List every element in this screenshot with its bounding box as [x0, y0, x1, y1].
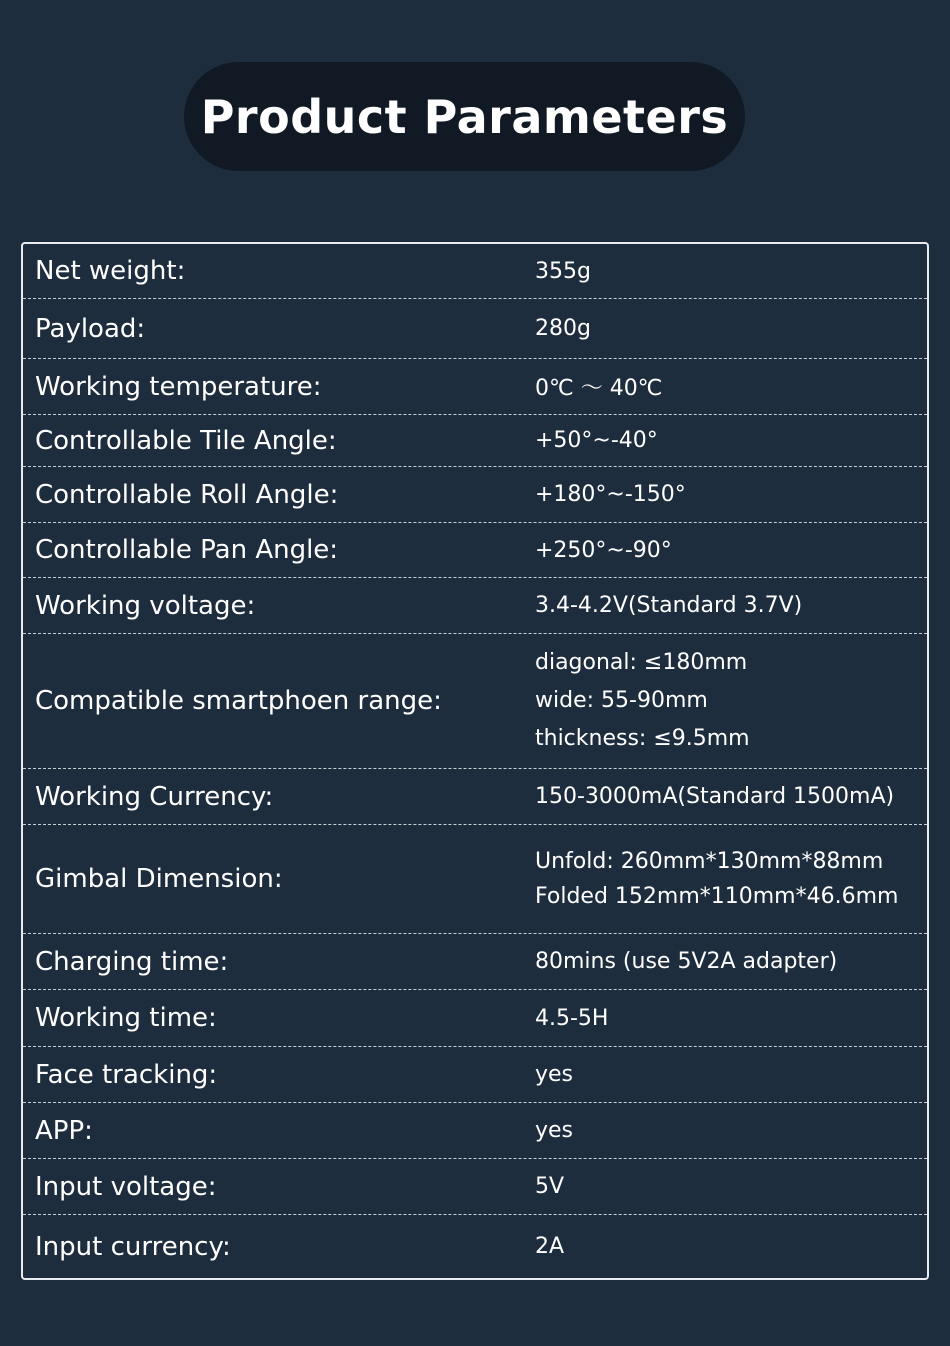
spec-row-input-currency — [23, 1215, 927, 1278]
spec-row-tilt-angle — [23, 415, 927, 467]
spec-label: Input currency: — [35, 1231, 231, 1262]
spec-row-input-voltage — [23, 1159, 927, 1215]
spec-value-line: wide: 55-90mm — [535, 688, 708, 713]
spec-value: +180°~-150° — [535, 482, 686, 507]
spec-label: APP: — [35, 1115, 93, 1146]
spec-row-working-voltage — [23, 578, 927, 634]
spec-value: 4.5-5H — [535, 1005, 609, 1031]
spec-row-net-weight — [23, 244, 927, 299]
spec-value: yes — [535, 1118, 574, 1143]
spec-value: 150-3000mA(Standard 1500mA) — [535, 784, 895, 809]
spec-row-roll-angle — [23, 467, 927, 523]
spec-label: Working time: — [35, 1003, 217, 1033]
spec-value — [535, 844, 898, 914]
spec-row-gimbal-dimension — [23, 825, 927, 934]
spec-value: 3.4-4.2V(Standard 3.7V) — [535, 593, 803, 618]
spec-value: 355g — [535, 258, 591, 284]
spec-value: 2A — [535, 1234, 565, 1259]
spec-label: Charging time: — [35, 946, 229, 977]
spec-row-pan-angle — [23, 523, 927, 578]
spec-value: 280g — [535, 316, 591, 341]
spec-row-app — [23, 1103, 927, 1159]
spec-label: Payload: — [35, 313, 146, 344]
spec-label: Controllable Pan Angle: — [35, 535, 339, 565]
spec-label: Working voltage: — [35, 590, 256, 621]
spec-value: 0℃ ～ 40℃ — [535, 376, 663, 401]
spec-value-line: Unfold: 260mm*130mm*88mm — [535, 849, 884, 874]
spec-value-line: Folded 152mm*110mm*46.6mm — [535, 884, 899, 909]
spec-row-working-temperature — [23, 359, 927, 415]
spec-row-charging-time — [23, 934, 927, 990]
spec-label: Gimbal Dimension: — [35, 864, 283, 894]
title-banner — [184, 62, 745, 171]
spec-value: +250°~-90° — [535, 537, 672, 563]
page-title: Product Parameters — [200, 89, 729, 144]
spec-label: Controllable Roll Angle: — [35, 479, 339, 510]
spec-row-payload — [23, 299, 927, 359]
spec-label: Face tracking: — [35, 1059, 218, 1090]
spec-table — [21, 242, 929, 1280]
spec-label: Working Currency: — [35, 781, 274, 812]
spec-value: +50°~-40° — [535, 428, 658, 453]
spec-label: Controllable Tile Angle: — [35, 425, 337, 456]
spec-row-working-time — [23, 990, 927, 1047]
spec-value — [535, 644, 750, 758]
spec-value: yes — [535, 1062, 574, 1087]
spec-value: 5V — [535, 1174, 565, 1199]
spec-label: Input voltage: — [35, 1171, 217, 1202]
spec-row-working-currency — [23, 769, 927, 825]
spec-label: Compatible smartphoen range: — [35, 686, 442, 716]
spec-value-line: diagonal: ≤180mm — [535, 650, 748, 675]
spec-label: Working temperature: — [35, 371, 322, 402]
spec-value-line: thickness: ≤9.5mm — [535, 726, 750, 751]
spec-value: 80mins (use 5V2A adapter) — [535, 949, 838, 974]
spec-row-compatible-range — [23, 634, 927, 769]
spec-label: Net weight: — [35, 256, 186, 286]
spec-row-face-tracking — [23, 1047, 927, 1103]
